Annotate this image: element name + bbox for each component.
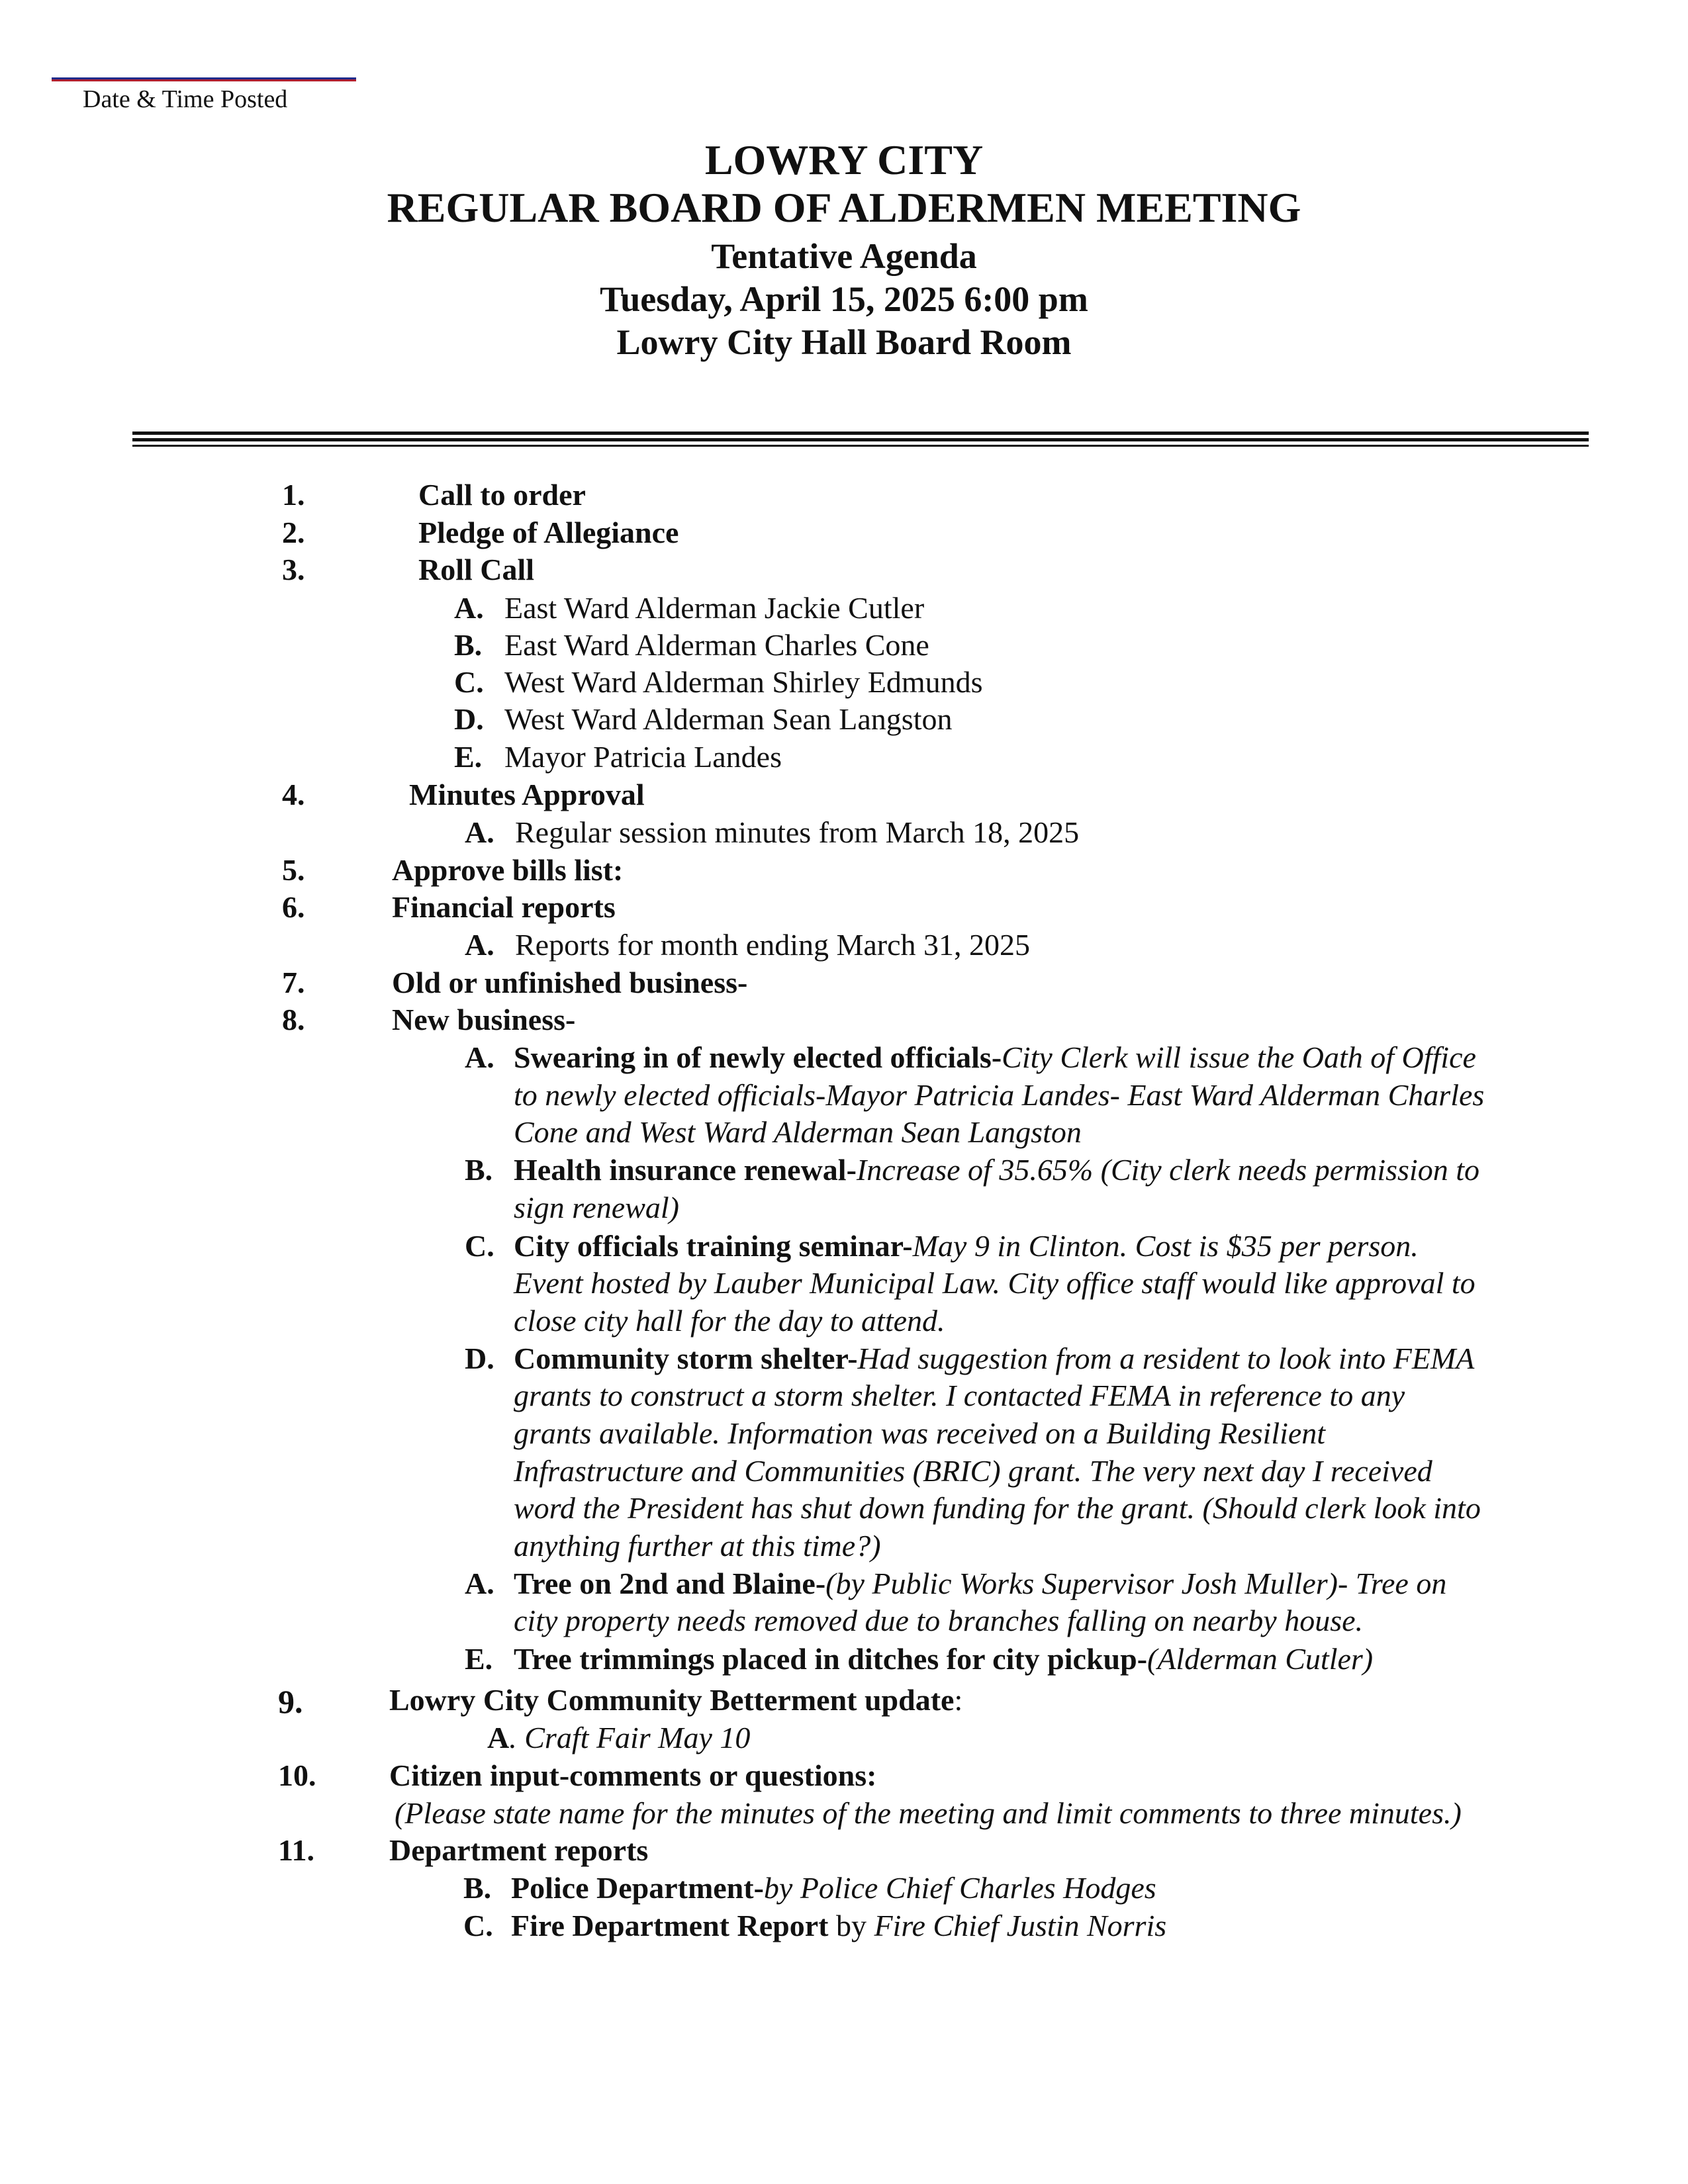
agenda-item-number: 6.	[282, 890, 305, 924]
sub-item-title: Fire Department Report	[511, 1909, 829, 1942]
sub-item-description: Event hosted by Lauber Municipal Law. City office staff would like approval to	[514, 1266, 1476, 1300]
sub-item-letter: A	[487, 1721, 510, 1754]
agenda-subtitle: Tentative Agenda	[711, 236, 977, 276]
agenda-item-number: 5.	[282, 853, 305, 887]
sub-item-letter: B.	[465, 1153, 493, 1187]
roll-call-member: East Ward Alderman Jackie Cutler	[504, 591, 925, 625]
sub-item-description: by Police Chief Charles Hodges	[763, 1871, 1156, 1905]
sub-item-description: Cone and West Ward Alderman Sean Langston	[514, 1115, 1082, 1149]
sub-item-text	[514, 1231, 1419, 1261]
sub-item-description: close city hall for the day to attend.	[514, 1304, 945, 1338]
agenda-item-number: 3.	[282, 553, 305, 586]
sub-item-description: (Alderman Cutler)	[1147, 1642, 1374, 1676]
sub-item-description: grants available. Information was received on a Building Resilient	[514, 1416, 1326, 1450]
sub-item-letter: A.	[465, 815, 494, 849]
date-time-posted-label: Date & Time Posted	[83, 85, 288, 113]
agenda-item-title: Call to order	[418, 478, 586, 512]
sub-item-description: City Clerk will issue the Oath of Office	[1002, 1040, 1476, 1074]
sub-item-description: (by Public Works Supervisor Josh Muller)- Tree on	[825, 1567, 1447, 1600]
sub-item-letter: A.	[465, 1567, 494, 1600]
sub-item-title: Police Department-	[511, 1871, 764, 1905]
agenda-item-title-text: Lowry City Community Betterment update	[389, 1683, 955, 1717]
agenda-item-number: 11.	[278, 1833, 314, 1867]
sub-item-letter: C.	[454, 665, 484, 699]
agenda-item-number: 2.	[282, 516, 305, 549]
sub-item-text	[487, 1723, 750, 1753]
agenda-item-title: Pledge of Allegiance	[418, 516, 679, 549]
sub-item-title: City officials training seminar-	[514, 1229, 913, 1263]
meeting-location: Lowry City Hall Board Room	[616, 322, 1072, 362]
sub-item-letter: A.	[465, 928, 494, 962]
agenda-item-title: Minutes Approval	[409, 778, 645, 811]
meeting-title: REGULAR BOARD OF ALDERMEN MEETING	[387, 184, 1301, 231]
agenda-item-number: 10.	[278, 1758, 316, 1792]
sub-item-description: Infrastructure and Communities (BRIC) grant. The very next day I received	[514, 1454, 1432, 1488]
sub-item-letter: A.	[454, 591, 484, 625]
sub-item-text	[511, 1873, 1156, 1903]
header-divider	[132, 438, 1589, 441]
agenda-item-title: Roll Call	[418, 553, 535, 586]
header-divider	[132, 432, 1589, 435]
sub-item-description: word the President has shut down funding for the grant. (Should clerk look into	[514, 1491, 1481, 1525]
agenda-item-title: Old or unfinished business-	[392, 966, 748, 999]
sub-item-text	[514, 1644, 1373, 1674]
sub-item-title: Health insurance renewal-	[514, 1153, 857, 1187]
agenda-item-title: Department reports	[389, 1833, 649, 1867]
agenda-item-number: 7.	[282, 966, 305, 999]
agenda-item-number: 1.	[282, 478, 305, 512]
sub-item-title: Community storm shelter-	[514, 1342, 858, 1375]
roll-call-member: West Ward Alderman Sean Langston	[504, 702, 953, 736]
sub-item-title: Swearing in of newly elected officials-	[514, 1040, 1002, 1074]
sub-item-description: sign renewal)	[514, 1191, 679, 1224]
sub-item-description: Had suggestion from a resident to look into FEMA	[857, 1342, 1475, 1375]
sub-item-text	[514, 1155, 1479, 1185]
agenda-item-title	[389, 1685, 962, 1715]
sub-item-text	[511, 1911, 1166, 1941]
sub-item-text	[514, 1343, 1474, 1374]
roll-call-member: Mayor Patricia Landes	[504, 740, 782, 774]
sub-item-letter: D.	[454, 702, 484, 736]
city-name: LOWRY CITY	[704, 136, 984, 183]
agenda-item-title: New business-	[392, 1003, 576, 1036]
agenda-item-colon: :	[954, 1683, 963, 1717]
sub-item-description: Fire Chief Justin Norris	[874, 1909, 1167, 1942]
agenda-item-title: Financial reports	[392, 890, 616, 924]
sub-item-letter: D.	[465, 1342, 494, 1375]
sub-item-title: Tree on 2nd and Blaine-	[514, 1567, 826, 1600]
sub-item-letter: A.	[465, 1040, 494, 1074]
sub-item-by: by	[828, 1909, 874, 1942]
agenda-item-title: Approve bills list:	[392, 853, 624, 887]
agenda-item-note: (Please state name for the minutes of the meeting and limit comments to three minutes.)	[395, 1796, 1462, 1830]
agenda-item-number: 8.	[282, 1003, 305, 1036]
sub-item-description: Increase of 35.65% (City clerk needs permission to	[856, 1153, 1479, 1187]
agenda-item-number: 4.	[282, 778, 305, 811]
sub-item-text: Reports for month ending March 31, 2025	[515, 928, 1031, 962]
header-divider	[132, 445, 1589, 447]
sub-item-description: grants to construct a storm shelter. I contacted FEMA in reference to any	[514, 1379, 1405, 1412]
sub-item-letter: E.	[465, 1642, 493, 1676]
sub-item-description: anything further at this time?)	[514, 1529, 881, 1563]
roll-call-member: West Ward Alderman Shirley Edmunds	[504, 665, 983, 699]
sub-item-text	[514, 1042, 1476, 1073]
sub-item-description: to newly elected officials-Mayor Patricia Landes- East Ward Alderman Charles	[514, 1078, 1485, 1112]
meeting-date-time: Tuesday, April 15, 2025 6:00 pm	[600, 279, 1088, 319]
sub-item-text: Regular session minutes from March 18, 2025	[515, 815, 1080, 849]
sub-item-description: May 9 in Clinton. Cost is $35 per person.	[912, 1229, 1419, 1263]
roll-call-member: East Ward Alderman Charles Cone	[504, 628, 929, 662]
sub-item-description: city property needs removed due to branches falling on nearby house.	[514, 1604, 1364, 1637]
sub-item-description: . Craft Fair May 10	[509, 1721, 751, 1754]
sub-item-letter: E.	[454, 740, 483, 774]
sub-item-text	[514, 1569, 1446, 1599]
sub-item-letter: B.	[463, 1871, 492, 1905]
agenda-item-number: 9.	[278, 1683, 303, 1720]
sub-item-letter: B.	[454, 628, 483, 662]
agenda-item-title: Citizen input-comments or questions:	[389, 1758, 877, 1792]
sub-item-letter: C.	[465, 1229, 494, 1263]
posted-signature-line	[52, 77, 356, 81]
sub-item-title: Tree trimmings placed in ditches for city pickup-	[514, 1642, 1148, 1676]
sub-item-letter: C.	[463, 1909, 493, 1942]
